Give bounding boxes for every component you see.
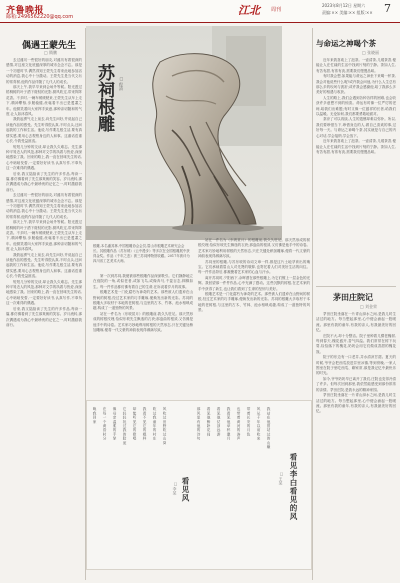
paragraph: 如今,爷爷奶奶早已离开了我们,庄院也变得冷清了许多。但每次回到那里,我依然能感受到那份浓浓的亲情。茅田庄院,是我永远的精神家园。 — [316, 376, 396, 392]
article-title-left: 偶遇王蒙先生 — [22, 41, 77, 51]
feature-byline: □ 程清 — [119, 76, 124, 91]
paragraph: 去过潍坊一些很好的朋友,对潍坊有着很深的感情,对这座文化底蕴深厚的城市念念不忘。那是一个初夏时节,偶然得知王蒙先生将来此地参加活动的消息,我心中十分激动。王蒙先生是当代文坛的常青树,他的作品伴随了几代人的成长。 — [6, 58, 82, 84]
paragraph: 人生的路上,我们会遇到各种各样的困难,也会收获许多意想不到的惊喜。命运有时像一位严厉的老师,给我们出难题;有时又像一位慈祥的长者,给我们以温暖。无论如何,我们都要勇敢地面对。 — [316, 95, 396, 117]
paragraph: 那天上午,我早早来到会场外等候。阳光透过梧桐树的叶子洒下斑驳的光影,微风吹过,带来阵阵花香。不多时,一辆车缓缓驶来,王蒙先生从车上走下,精神矍铄,步履稳健,丝毫看不出已是耄耋之年。他微笑着向大家挥手致意,那种亲切随和的气度,让人如沐春风。 — [6, 220, 82, 252]
poem-author: □ 王某 — [279, 471, 284, 485]
paragraph: 离开苏祠时,夕阳西下,余晖洒在那些根雕上,为它们镀上一层金色的光辉。我回望那一件件作品,心中充满了感动。这些沉默的树根,在艺术家的手中获得了新生,也让我们看到了生命的坚韧与美好。 — [198, 275, 310, 291]
poem-line: 也带着黄河的涛声 — [237, 407, 241, 441]
paragraph: 庄院不大,却十分整洁。院子里种着几棵老槐树,每到春天,槐花盛开,香气四溢。我们常常在树下玩耍,捡拾落下的槐花,奶奶会用它们做成香甜的槐花饭。 — [316, 333, 396, 354]
masthead — [0, 0, 400, 23]
paragraph: 我鼓起勇气走上前去,向先生问好,并说起自己读他作品的感受。先生听得很认真,不时点头,还问起我的工作和生活。他说,写作要扎根生活,要有真情实感,要用心去观察身边的人和事。这番话语重心长,令我受益匪浅。 — [6, 117, 82, 144]
poem-line: 在每一个黄昏时分 — [103, 407, 107, 441]
article-byline-right-top: □ 张晓丽 — [362, 50, 380, 55]
paragraph: 站在一件名为《东坡赏月》的根雕前,我久久驻足。那天然形成的树根纹理,恰似东坡先生飘逸的衣袂;那盘曲的根须,又仿佛是他手中的诗卷。艺术家巧妙地利用树根的天然形态,只在关键处稍加雕琢,便将一代文豪的神韵表现得淋漓尽致。 — [198, 238, 310, 259]
paragraph: 根雕艺术是一门化腐朽为神奇的艺术。那些被人们遗弃在山野间的树根,经过艺术家的巧手雕琢,便焕发出新的光彩。苏祠的根雕大多取材于本地的老树根,与这里的古木、竹林、池水相映成趣,构成了一道独特的风景。 — [93, 290, 193, 311]
paragraph: 我鼓起勇气走上前去,向先生问好,并说起自己读他作品的感受。先生听得很认真,不时点头,还问起我的工作和生活。他说,写作要扎根生活,要有真情实感,要用心去观察身边的人和事。这番话语重心长,令我受益匪浅。 — [6, 252, 82, 279]
column-divider — [312, 28, 313, 580]
issue-date: 2023年8月12日 星期六 — [322, 3, 366, 8]
poem-author: □ 李某 — [173, 481, 178, 495]
article-title-right-top: 与命运之神喝个茶 — [316, 39, 376, 48]
paragraph: 去过潍坊一些很好的朋友,对潍坊有着很深的感情,对这座文化底蕴深厚的城市念念不忘。那是一个初夏时节,偶然得知王蒙先生将来此地参加活动的消息,我心中十分激动。王蒙先生是当代文坛的常青树,他的作品伴随了几代人的成长。 — [6, 193, 82, 219]
paragraph: 有时我会想,如果能与命运之神坐下来喝一杯茶,我会对他说些什么呢?或许我会问他,为什么人生总有那么多的坎坷与波折;或许我会感谢他,给了我那么多美好的相遇与收获。 — [316, 74, 396, 95]
poem-section — [86, 400, 312, 570]
paragraph: 近年来我喜欢上了泡茶。一壶清茶,几缕茶香,便能让人在忙碌的生活中找到片刻的宁静。茶如人生,有苦有甜,有浓有淡,需要我们慢慢品味。 — [316, 58, 396, 73]
feature-body-col1 — [93, 274, 193, 398]
paragraph: 后来,我又陆续读了先生的许多作品,每读一篇,都仿佛看到了先生那爽朗的笑容。岁月流转,那次偶遇成为我心中最珍贵的记忆之一,时时激励我前行。 — [6, 306, 82, 327]
editor-credits: 责编:×× 美编:×× 组版:×× — [322, 10, 373, 15]
paragraph: 那天上午,我早早来到会场外等候。阳光透过梧桐树的叶子洒下斑驳的光影,微风吹过,带来阵阵花香。不多时,一辆车缓缓驶来,王蒙先生从车上走下,精神矍铄,步履稳健,丝毫看不出已是耄耋之年。他微笑着向大家挥手致意,那种亲切随和的气度,让人如沐春风。 — [6, 85, 82, 117]
page-number: 7 — [384, 2, 391, 15]
article-byline-right-bottom: □ 刘金荣 — [360, 304, 378, 309]
paragraph: 后来,我又陆续读了先生的许多作品,每读一篇,都仿佛看到了先生那爽朗的笑容。岁月流转,那次偶遇成为我心中最珍贵的记忆之一,时时激励我前行。 — [6, 171, 82, 192]
paragraph: 第一次到苏祠,我便被那些根雕作品深深吸引。它们静静地立在庭院的一角,或似老者,或如飞鸟,或像奔马,千姿百态,栩栩如生。每一件作品都仿佛有着自己的生命,在诉说着岁月的故事。 — [93, 274, 193, 289]
poem-line: 看见他醉卧花间 — [207, 407, 211, 437]
poem-line: 风从千年以前吹来 — [257, 407, 261, 441]
poem-line: 看见他仗剑远游 — [217, 407, 221, 437]
poem-line: 我站在他曾站过的山巅 — [267, 407, 271, 449]
paragraph: 短短几分钟的交谈,却让我久久难忘。先生那种平易近人的风范,那种对文学的执着与热爱,深深地感染了我。回来的路上,我一直在回味先生的话,心中暗暗发誓,一定要好好读书,认真写作,不辜负这一次难得的偶遇。 — [6, 279, 82, 306]
feature-body-col2 — [198, 238, 310, 398]
poem-title: 看见风 — [181, 477, 190, 503]
paragraph: 近年来我喜欢上了泡茶。一壶清茶,几缕茶香,便能让人在忙碌的生活中找到片刻的宁静。茶如人生,有苦有甜,有浓有淡,需要我们慢慢品味。 — [316, 139, 396, 154]
paragraph: 短短几分钟的交谈,却让我久久难忘。先生那种平易近人的风范,那种对文学的执着与热爱,深深地感染了我。回来的路上,我一直在回味先生的话,心中暗暗发誓,一定要好好读书,认真写作,不辜负这一次难得的偶遇。 — [6, 144, 82, 171]
poem-line: 我看不见它的模样 — [143, 407, 147, 441]
poem-line: 它轻轻抚过我的脸庞 — [123, 407, 127, 445]
photo-caption: 根雕,本名潘其林,中国根雕协会会员,眉山市根雕艺术研究会会长。其根雕作品《苏东坡》《云中漫步》等多次在全国根雕展中获得金奖。作品《千年之恋》被三苏祠博物馆收藏。2017年被评为四川省工艺美术大师。 — [93, 244, 190, 263]
poem-line: 带着长安的月色 — [247, 407, 251, 437]
contact-email: 邮箱:2496562220@qq.com — [6, 14, 74, 20]
poem-line: 却能听见它的歌唱 — [133, 407, 137, 441]
poem-line: 吹过我童年的村庄 — [153, 407, 157, 441]
paragraph: 院子的东边有一口老井,井水清凉甘甜。夏天的时候,爷爷会把西瓜放进井里冰镇,等到傍晚,一家人围坐在院子里吃西瓜、聊家常,那是我记忆中最快乐的时光。 — [316, 355, 396, 376]
paragraph: 茶凉了可以再续,人生的遗憾却难以弥补。所以,我们要珍惜当下,珍惜身边的人,做自己喜欢的事,过好每一天。与命运之神喝个茶,其实就是与自己的内心对话,学会接纳,学会放下。 — [316, 117, 396, 138]
paragraph: 茅田庄院坐落在一片青山绿水之间,是我儿时生活过的地方。每当想起那里,心中便会涌起一股暖流。那里有我的童年,有我的亲人,有我最美好的回忆。 — [316, 393, 396, 414]
newspaper-logo: 齐鲁晚报 — [6, 6, 45, 16]
section-subtitle: 周刊 — [271, 7, 282, 13]
paragraph: 根雕艺术是一门化腐朽为神奇的艺术。那些被人们遗弃在山野间的树根,经过艺术家的巧手雕琢,便焕发出新的光彩。苏祠的根雕大多取材于本地的老树根,与这里的古木、竹林、池水相映成趣,构成了一道独特的风景。 — [198, 292, 310, 313]
poem-line: 唤我回家 — [93, 407, 97, 424]
poem-line: 像母亲温柔的手掌 — [113, 407, 117, 441]
poem-title: 看见李白看见的风 — [289, 453, 298, 521]
article-body-left — [6, 58, 82, 580]
poem-line: 风吹过田野吹过山岗 — [163, 407, 167, 445]
article-body-right-top — [316, 58, 396, 274]
paragraph: 苏祠里的根雕,与苏东坡的诗词文章一样,都是这片土地孕育出的瑰宝。它们承载着眉山人对先贤的敬仰,也寄托着人们对美好生活的向往。每一件作品背后,都凝聚着艺术家的心血与汗水。 — [198, 259, 310, 275]
section-title: 江北 — [238, 4, 260, 17]
article-body-right-bottom — [316, 312, 396, 580]
article-byline-left: □ 隋鹏 — [44, 50, 58, 55]
section-divider — [316, 286, 396, 287]
paragraph: 站在一件名为《东坡赏月》的根雕前,我久久驻足。那天然形成的树根纹理,恰似东坡先生飘逸的衣袂;那盘曲的根须,又仿佛是他手中的诗卷。艺术家巧妙地利用树根的天然形态,只在关键处稍加雕琢,便将一代文豪的神韵表现得淋漓尽致。 — [93, 311, 193, 333]
paragraph: 茅田庄院坐落在一片青山绿水之间,是我儿时生活过的地方。每当想起那里,心中便会涌起一股暖流。那里有我的童年,有我的亲人,有我最美好的回忆。 — [316, 312, 396, 333]
article-title-right-bottom: 茅田庄院记 — [333, 292, 373, 302]
feature-title: 苏祠根雕 — [94, 64, 114, 132]
poem-line: 那风里有他的诗句 — [197, 407, 201, 441]
root-carving-photo — [86, 26, 282, 240]
poem-line: 我看见他举杯邀月 — [227, 407, 231, 441]
